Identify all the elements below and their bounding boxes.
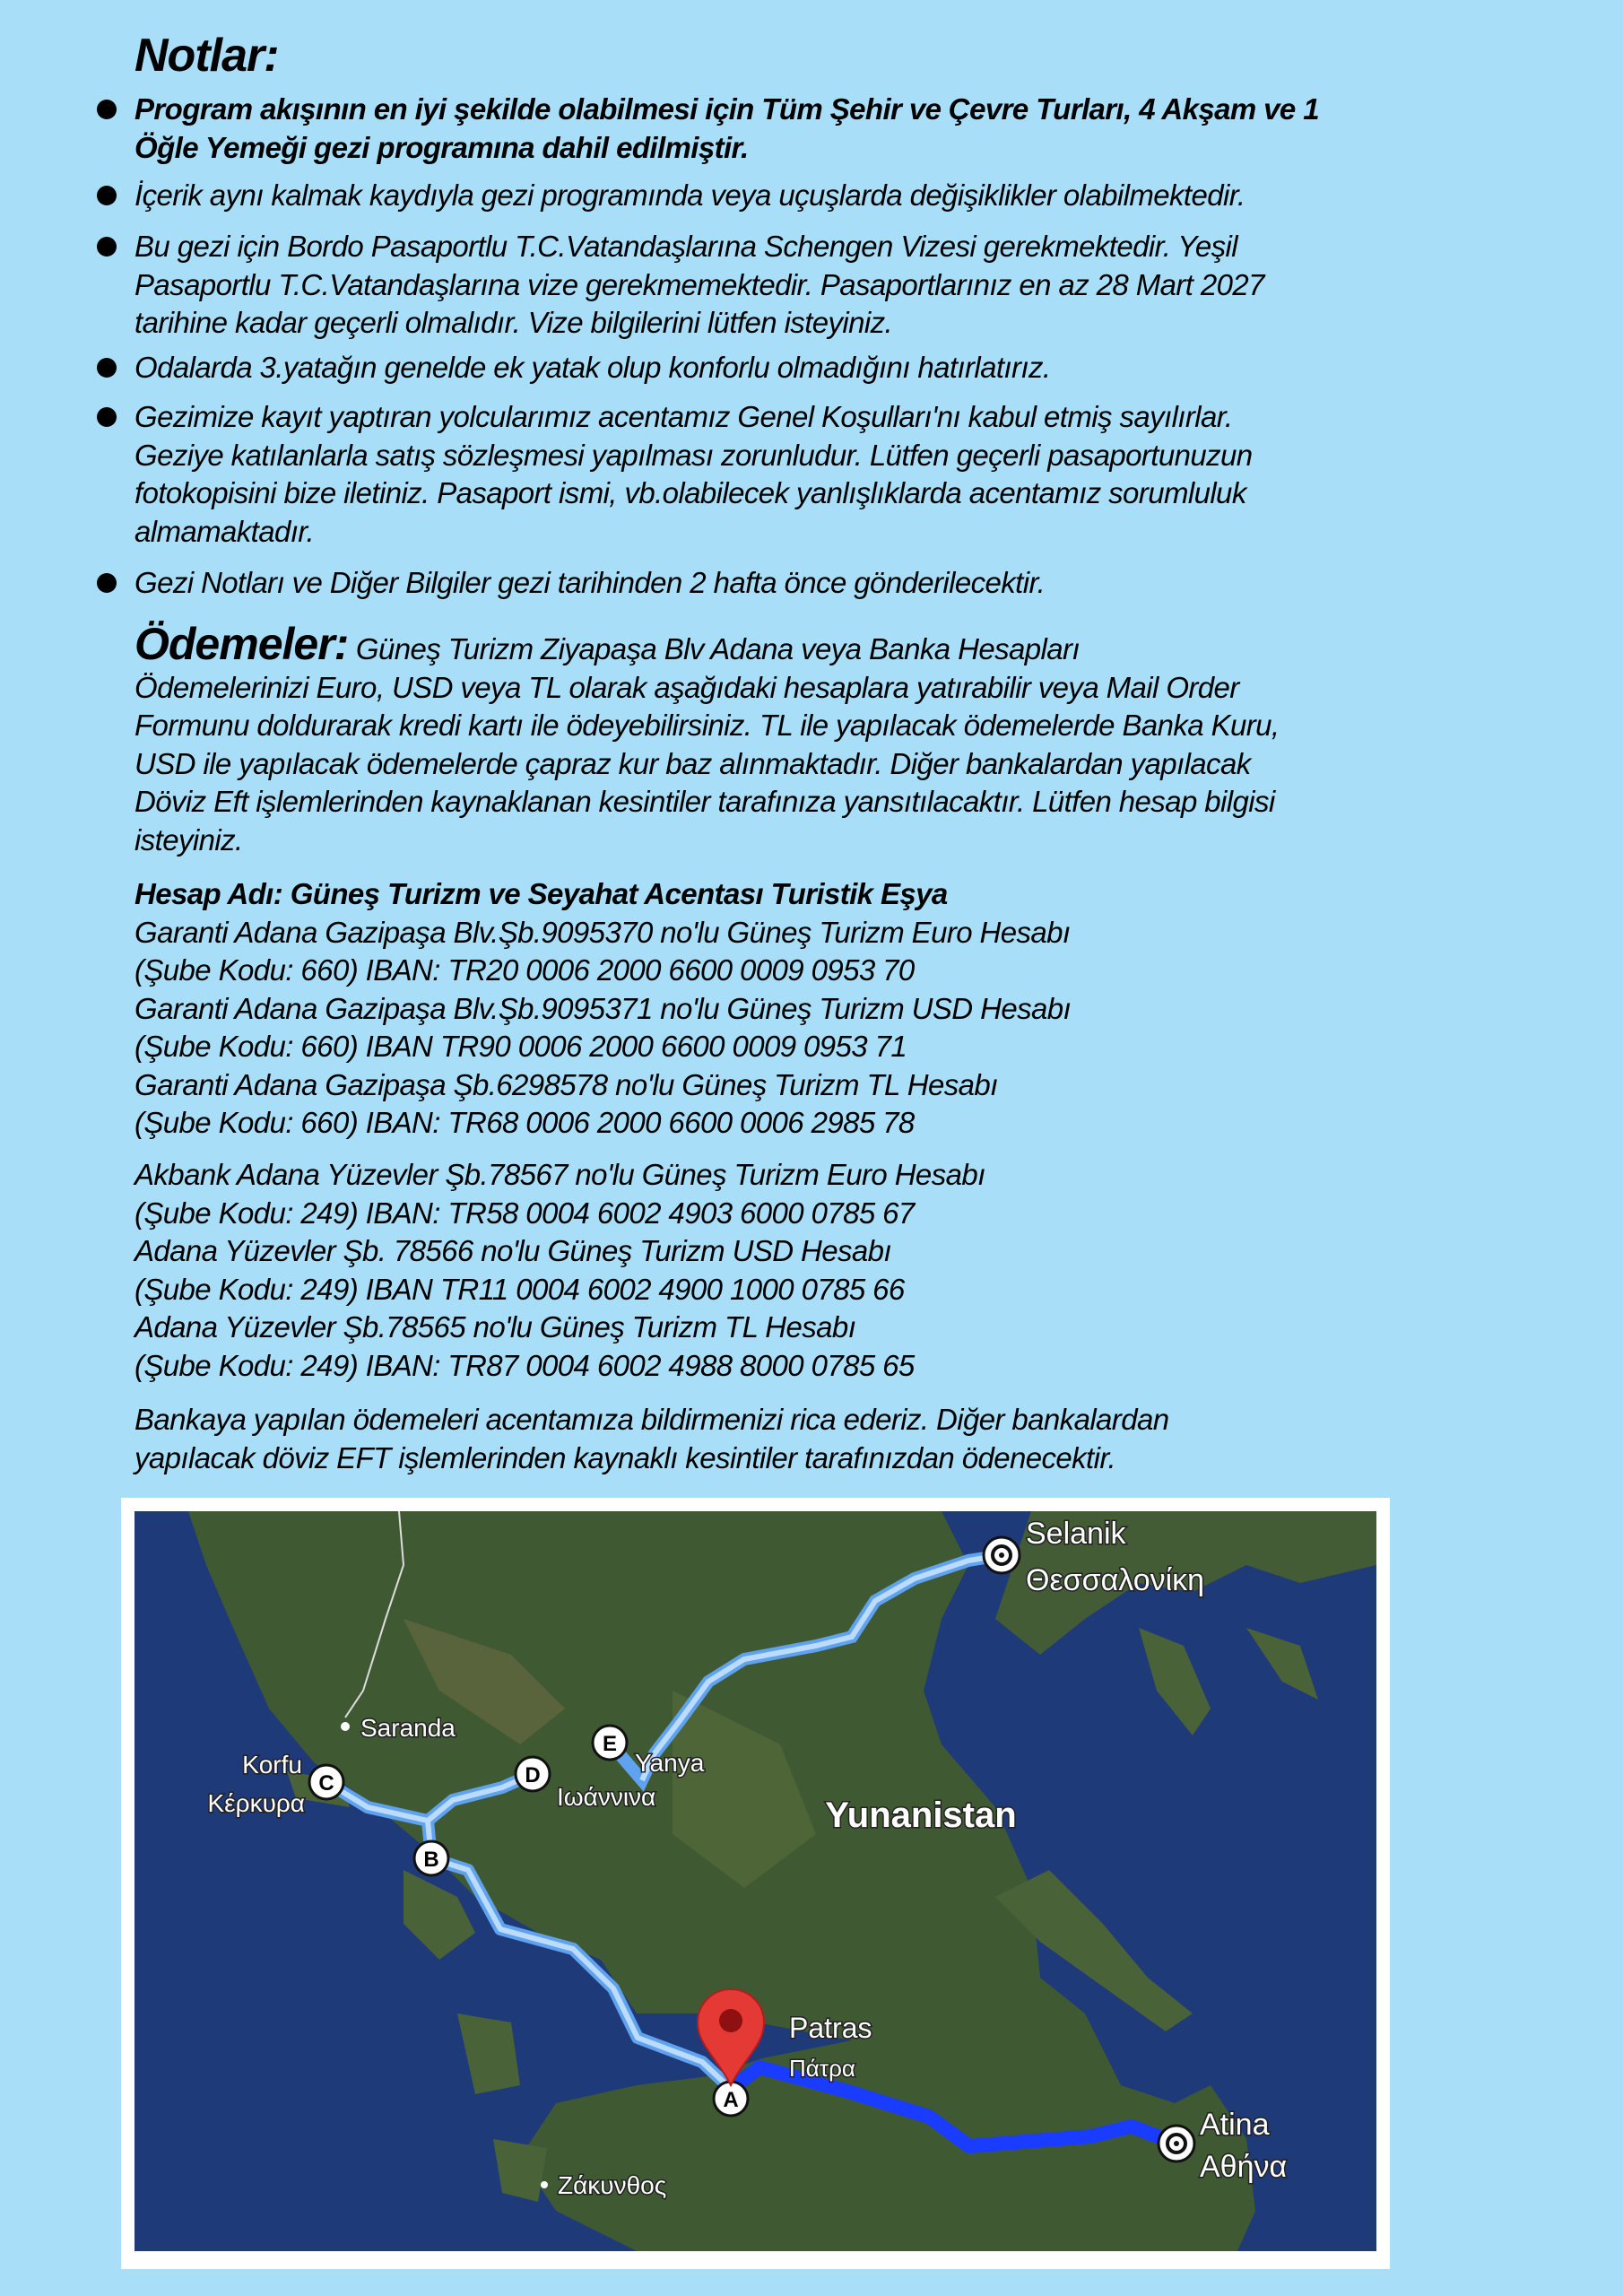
marker-label: D <box>525 1763 541 1787</box>
bullet-icon <box>97 407 117 427</box>
payments-line: isteyiniz. <box>135 822 243 857</box>
bullet-icon <box>97 573 117 593</box>
account-line: Garanti Adana Gazipaşa Blv.Şb.9095371 no'lu Güneş Turizm USD Hesabı <box>135 991 1072 1025</box>
account-name: Hesap Adı: Güneş Turizm ve Seyahat Acentası Turistik Eşya <box>135 877 948 910</box>
label-atina: Atina <box>1200 2108 1270 2142</box>
label-patras-gr: Πάτρα <box>789 2055 855 2082</box>
label-korfu-gr: Κέρκυρα <box>207 1789 305 1817</box>
note-line: İçerik aynı kalmak kaydıyla gezi programında veya uçuşlarda değişiklikler olabilmektedir. <box>135 178 1245 212</box>
account-line: Garanti Adana Gazipaşa Şb.6298578 no'lu Güneş Turizm TL Hesabı <box>135 1067 998 1101</box>
marker-label: E <box>602 1732 618 1756</box>
note-line: almamaktadır. <box>135 514 315 548</box>
label-selanik-gr: Θεσσαλονίκη <box>1026 1563 1205 1597</box>
note-item <box>135 349 1050 387</box>
account-line: Adana Yüzevler Şb.78565 no'lu Güneş Turizm TL Hesabı <box>135 1310 856 1344</box>
account-line: Garanti Adana Gazipaşa Blv.Şb.9095370 no'lu Güneş Turizm Euro Hesabı <box>135 915 1071 949</box>
note-line: Geziye katılanlarla satış sözleşmesi yapılması zorunludur. Lütfen geçerli pasaportunuzun <box>135 438 1253 472</box>
marker-e <box>593 1726 627 1760</box>
closing-note <box>135 1401 1168 1477</box>
akbank-accounts <box>135 1156 985 1385</box>
note-item <box>135 564 1045 603</box>
payments-line: Formunu doldurarak kredi kartı ile ödeyebilirsiniz. TL ile yapılacak ödemelerde Banka Kuru, <box>135 709 1280 742</box>
account-line: (Şube Kodu: 249) IBAN TR11 0004 6002 4900 1000 0785 66 <box>135 1272 905 1306</box>
label-saranda: Saranda <box>360 1714 456 1742</box>
bullet-icon <box>97 100 117 119</box>
note-item <box>135 177 1245 215</box>
marker-c <box>309 1765 343 1799</box>
account-line: Akbank Adana Yüzevler Şb.78567 no'lu Güneş Turizm Euro Hesabı <box>135 1158 985 1191</box>
account-line: (Şube Kodu: 660) IBAN: TR68 0006 2000 6600 0006 2985 78 <box>135 1106 915 1139</box>
label-patras: Patras <box>789 2012 872 2044</box>
label-zakynthos: Ζάκυνθος <box>558 2171 667 2199</box>
payments-first-line: Güneş Turizm Ziyapaşa Blv Adana veya Banka Hesapları <box>348 632 1080 665</box>
label-yanya-gr: Ιωάννινα <box>557 1783 656 1811</box>
note-line: Program akışının en iyi şekilde olabilmesi için Tüm Şehir ve Çevre Turları, 4 Akşam ve 1 <box>135 92 1319 126</box>
payments-block <box>135 619 1280 859</box>
marker-label: C <box>318 1771 334 1796</box>
marker-b <box>414 1841 448 1875</box>
note-line: Gezi Notları ve Diğer Bilgiler gezi tarihinden 2 hafta önce gönderilecektir. <box>135 566 1046 599</box>
account-line: (Şube Kodu: 249) IBAN: TR87 0004 6002 4988 8000 0785 65 <box>135 1348 915 1382</box>
note-line: tarihine kadar geçerli olmalıdır. Vize bilgilerini lütfen isteyiniz. <box>135 306 893 339</box>
route-map <box>135 1511 1376 2251</box>
account-line: Adana Yüzevler Şb. 78566 no'lu Güneş Turizm USD Hesabı <box>135 1234 891 1267</box>
note-line: Pasaportlu T.C.Vatandaşlarına vize gerekmemektedir. Pasaportlarınız en az 28 Mart 2027 <box>135 267 1264 301</box>
destination-athens-icon <box>1159 2126 1194 2161</box>
bullet-icon <box>97 186 117 205</box>
garanti-accounts <box>135 875 1071 1143</box>
account-line: (Şube Kodu: 249) IBAN: TR58 0004 6002 4903 6000 0785 67 <box>135 1196 915 1230</box>
label-korfu: Korfu <box>242 1751 302 1779</box>
marker-d <box>516 1757 550 1791</box>
account-line: (Şube Kodu: 660) IBAN TR90 0006 2000 6600 0009 0953 71 <box>135 1030 907 1063</box>
label-selanik: Selanik <box>1026 1517 1126 1551</box>
note-item <box>135 228 1264 343</box>
closing-line: Bankaya yapılan ödemeleri acentamıza bildirmenizi rica ederiz. Diğer bankalardan <box>135 1403 1169 1436</box>
note-line: Gezimize kayıt yaptıran yolcularımız acentamız Genel Koşulları'nı kabul etmiş sayılırlar. <box>135 400 1233 433</box>
note-item <box>135 398 1252 551</box>
closing-line: yapılacak döviz EFT işlemlerinden kaynaklı kesintiler tarafınızdan ödenecektir. <box>135 1440 1116 1474</box>
account-line: (Şube Kodu: 660) IBAN: TR20 0006 2000 6600 0009 0953 70 <box>135 953 915 987</box>
destination-thessaloniki-icon <box>984 1537 1020 1573</box>
bullet-icon <box>97 237 117 257</box>
note-item <box>135 91 1319 167</box>
payments-line: Döviz Eft işlemlerinden kaynaklanan kesintiler tarafınıza yansıtılacaktır. Lütfen hesap bilgisi <box>135 785 1275 818</box>
label-country: Yunanistan <box>825 1796 1017 1835</box>
payments-title: Ödemeler: <box>135 619 349 669</box>
payments-line: Ödemelerinizi Euro, USD veya TL olarak aşağıdaki hesaplara yatırabilir veya Mail Order <box>135 670 1239 704</box>
label-atina-gr: Αθήνα <box>1200 2150 1288 2184</box>
note-line: Odalarda 3.yatağın genelde ek yatak olup konforlu olmadığını hatırlatırız. <box>135 351 1051 384</box>
marker-label: B <box>423 1848 439 1872</box>
payments-line: USD ile yapılacak ödemelerde çapraz kur baz alınmaktadır. Diğer bankalardan yapılacak <box>135 746 1251 780</box>
note-line: fotokopisini bize iletiniz. Pasaport ismi, vb.olabilecek yanlışlıklarda acentamız sorumluluk <box>135 476 1246 509</box>
notes-title: Notlar: <box>135 30 279 82</box>
route-map-frame <box>121 1498 1390 2269</box>
bullet-icon <box>97 358 117 378</box>
marker-label: A <box>723 2088 739 2112</box>
note-line: Bu gezi için Bordo Pasaportlu T.C.Vatandaşlarına Schengen Vizesi gerekmektedir. Yeşil <box>135 230 1238 263</box>
note-line: Öğle Yemeği gezi programına dahil edilmiştir. <box>135 130 749 164</box>
label-yanya: Yanya <box>635 1749 705 1777</box>
